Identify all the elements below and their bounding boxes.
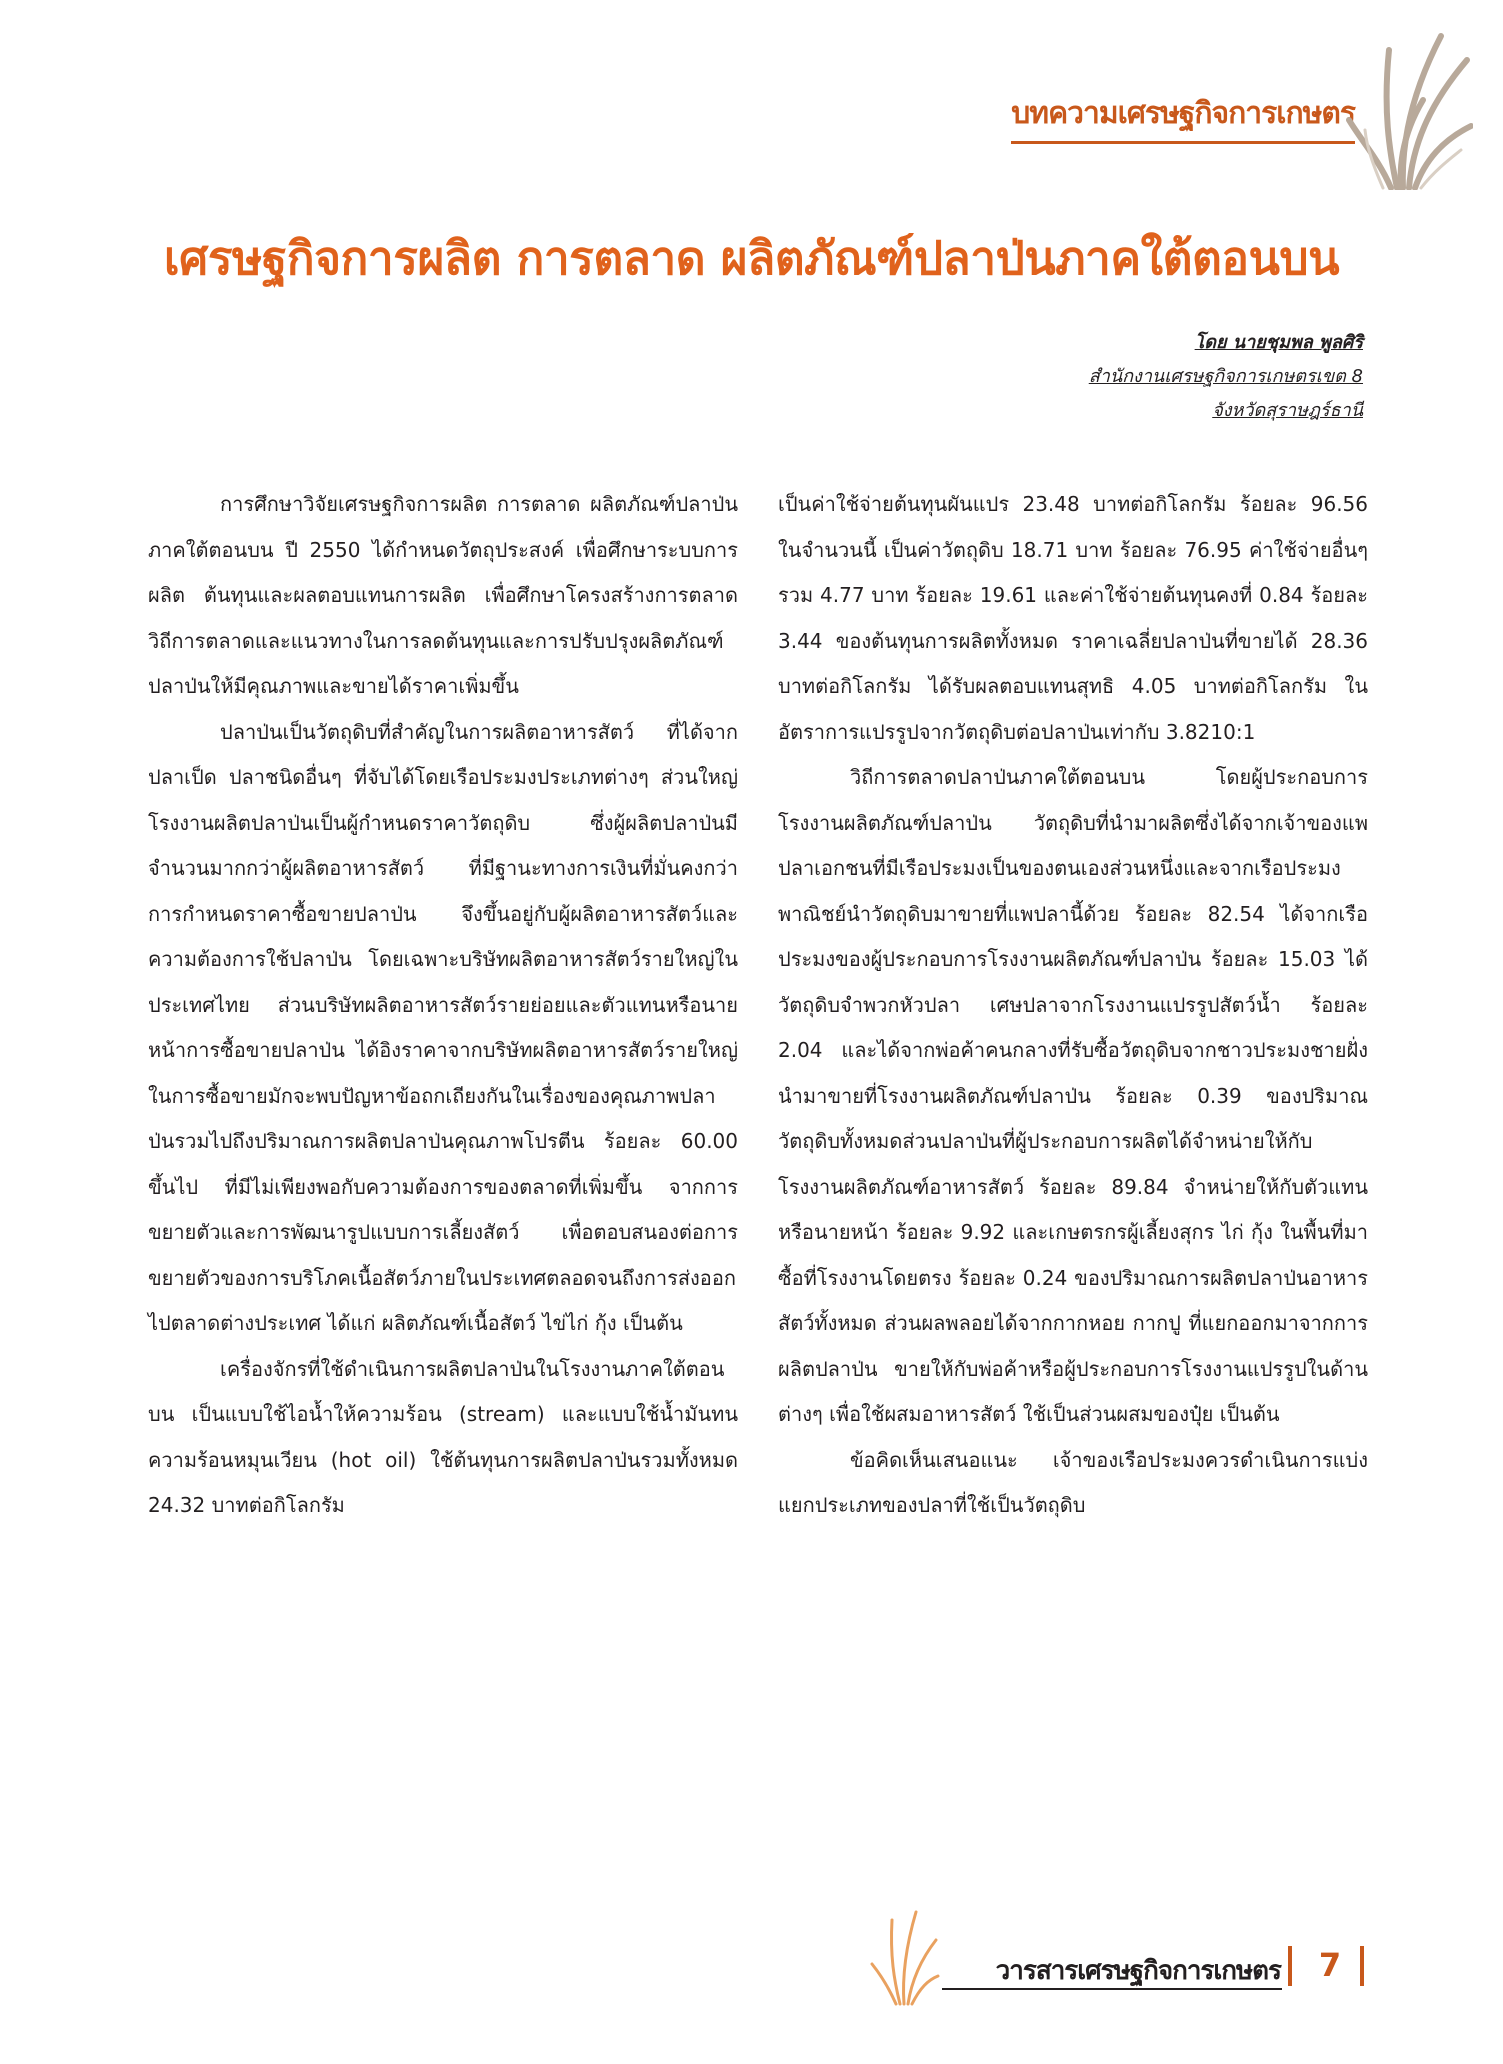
- paragraph: การศึกษาวิจัยเศรษฐกิจการผลิต การตลาด ผลิตภัณฑ์ปลาป่นภาคใต้ตอนบน ปี 2550 ได้กำหนดวัตถุประสงค์ เพื่อศึกษาระบบการผลิต ต้นทุนและผลตอบแทนการผลิต เพื่อศึกษาโครงสร้างการตลาด วิถีการตลาดและแนวทางในการลดต้นทุนและการปรับปรุงผลิตภัณฑ์ปลาป่นให้มีคุณภาพและขายได้ราคาเพิ่มขึ้น: [148, 492, 738, 698]
- paragraph: วิถีการตลาดปลาป่นภาคใต้ตอนบน โดยผู้ประกอบการโรงงานผลิตภัณฑ์ปลาป่น วัตถุดิบที่นำมาผลิตซึ่งได้จากเจ้าของแพปลาเอกชนที่มีเรือประมงเป็นของตนเองส่วนหนึ่งและจากเรือประมงพาณิชย์นำวัตถุดิบมาขายที่แพปลานี้ด้วย ร้อยละ 82.54 ได้จากเรือประมงของผู้ประกอบการโรงงานผลิตภัณฑ์ปลาป่น ร้อยละ 15.03 ได้วัตถุดิบจำพวกหัวปลา เศษปลาจากโรงงานแปรรูปสัตว์น้ำ ร้อยละ 2.04 และได้จากพ่อค้าคนกลางที่รับซื้อวัตถุดิบจากชาวประมงชายฝั่ง นำมาขายที่โรงงานผลิตภัณฑ์ปลาป่น ร้อยละ 0.39 ของปริมาณวัตถุดิบทั้งหมดส่วนปลาป่นที่ผู้ประกอบการผลิตได้จำหน่ายให้กับโรงงานผลิตภัณฑ์อาหารสัตว์ ร้อยละ 89.84 จำหน่ายให้กับตัวแทนหรือนายหน้า ร้อยละ 9.92 และเกษตรกรผู้เลี้ยงสุกร ไก่ กุ้ง ในพื้นที่มาซื้อที่โรงงานโดยตรง ร้อยละ 0.24 ของปริมาณการผลิตปลาป่นอาหารสัตว์ทั้งหมด ส่วนผลพลอยได้จากกากหอย กากปู ที่แยกออกมาจากการผลิตปลาป่น ขายให้กับพ่อค้าหรือผู้ประกอบการโรงงานแปรรูปในด้านต่างๆ เพื่อใช้ผสมอาหารสัตว์ ใช้เป็นส่วนผสมของปุ๋ย เป็นต้น: [778, 765, 1368, 1426]
- right-column: [778, 482, 1368, 1529]
- author-name: โดย นายชุมพล พูลศิริ: [1194, 332, 1363, 353]
- page-footer: [0, 1946, 1503, 2006]
- paragraph: ข้อคิดเห็นเสนอแนะ เจ้าของเรือประมงควรดำเนินการแบ่งแยกประเภทของปลาที่ใช้เป็นวัตถุดิบ: [778, 1447, 1368, 1517]
- author-province: จังหวัดสุราษฎร์ธานี: [1212, 400, 1363, 421]
- left-column: [148, 482, 738, 1529]
- section-header: [1011, 90, 1355, 144]
- grass-icon: [870, 1906, 940, 2006]
- footer-divider: [1288, 1946, 1292, 1986]
- paragraph: เครื่องจักรที่ใช้ดำเนินการผลิตปลาป่นในโรงงานภาคใต้ตอนบน เป็นแบบใช้ไอน้ำให้ความร้อน (stream) และแบบใช้น้ำมันทนความร้อนหมุนเวียน (hot oil) ใช้ต้นทุนการผลิตปลาป่นรวมทั้งหมด 24.32 บาทต่อกิโลกรัม: [148, 1356, 738, 1517]
- grass-icon: [1343, 30, 1473, 190]
- journal-name: วารสารเศรษฐกิจการเกษตร: [995, 1956, 1281, 1986]
- author-office: สำนักงานเศรษฐกิจการเกษตรเขต 8: [1088, 366, 1363, 387]
- paragraph: เป็นค่าใช้จ่ายต้นทุนผันแปร 23.48 บาทต่อกิโลกรัม ร้อยละ 96.56 ในจำนวนนี้ เป็นค่าวัตถุดิบ 18.71 บาท ร้อยละ 76.95 ค่าใช้จ่ายอื่นๆ รวม 4.77 บาท ร้อยละ 19.61 และค่าใช้จ่ายต้นทุนคงที่ 0.84 ร้อยละ 3.44 ของต้นทุนการผลิตทั้งหมด ราคาเฉลี่ยปลาป่นที่ขายได้ 28.36 บาทต่อกิโลกรัม ได้รับผลตอบแทนสุทธิ 4.05 บาทต่อกิโลกรัม ในอัตราการแปรรูปจากวัตถุดิบต่อปลาป่นเท่ากับ 3.8210:1: [778, 492, 1368, 744]
- section-label: บทความเศรษฐกิจการเกษตร: [1011, 90, 1355, 144]
- paragraph: ปลาป่นเป็นวัตถุดิบที่สำคัญในการผลิตอาหารสัตว์ ที่ได้จากปลาเป็ด ปลาชนิดอื่นๆ ที่จับได้โดยเรือประมงประเภทต่างๆ ส่วนใหญ่โรงงานผลิตปลาป่นเป็นผู้กำหนดราคาวัตถุดิบ ซึ่งผู้ผลิตปลาป่นมีจำนวนมากกว่าผู้ผลิตอาหารสัตว์ ที่มีฐานะทางการเงินที่มั่นคงกว่า การกำหนดราคาซื้อขายปลาป่น จึงขึ้นอยู่กับผู้ผลิตอาหารสัตว์และความต้องการใช้ปลาป่น โดยเฉพาะบริษัทผลิตอาหารสัตว์รายใหญ่ในประเทศไทย ส่วนบริษัทผลิตอาหารสัตว์รายย่อยและตัวแทนหรือนายหน้าการซื้อขายปลาป่น ได้อิงราคาจากบริษัทผลิตอาหารสัตว์รายใหญ่ ในการซื้อขายมักจะพบปัญหาข้อถกเถียงกันในเรื่องของคุณภาพปลาป่นรวมไปถึงปริมาณการผลิตปลาป่นคุณภาพโปรตีน ร้อยละ 60.00 ขึ้นไป ที่มีไม่เพียงพอกับความต้องการของตลาดที่เพิ่มขึ้น จากการขยายตัวและการพัฒนารูปแบบการเลี้ยงสัตว์ เพื่อตอบสนองต่อการขยายตัวของการบริโภคเนื้อสัตว์ภายในประเทศตลอดจนถึงการส่งออกไปตลาดต่างประเทศ ได้แก่ ผลิตภัณฑ์เนื้อสัตว์ ไข่ไก่ กุ้ง เป็นต้น: [148, 719, 738, 1335]
- footer-divider: [1360, 1946, 1364, 1986]
- page-number: 7: [1318, 1946, 1342, 1984]
- article-title: เศรษฐกิจการผลิต การตลาด ผลิตภัณฑ์ปลาป่นภาคใต้ตอนบน: [163, 231, 1340, 285]
- byline: [1089, 326, 1363, 428]
- article-body: [148, 482, 1368, 1529]
